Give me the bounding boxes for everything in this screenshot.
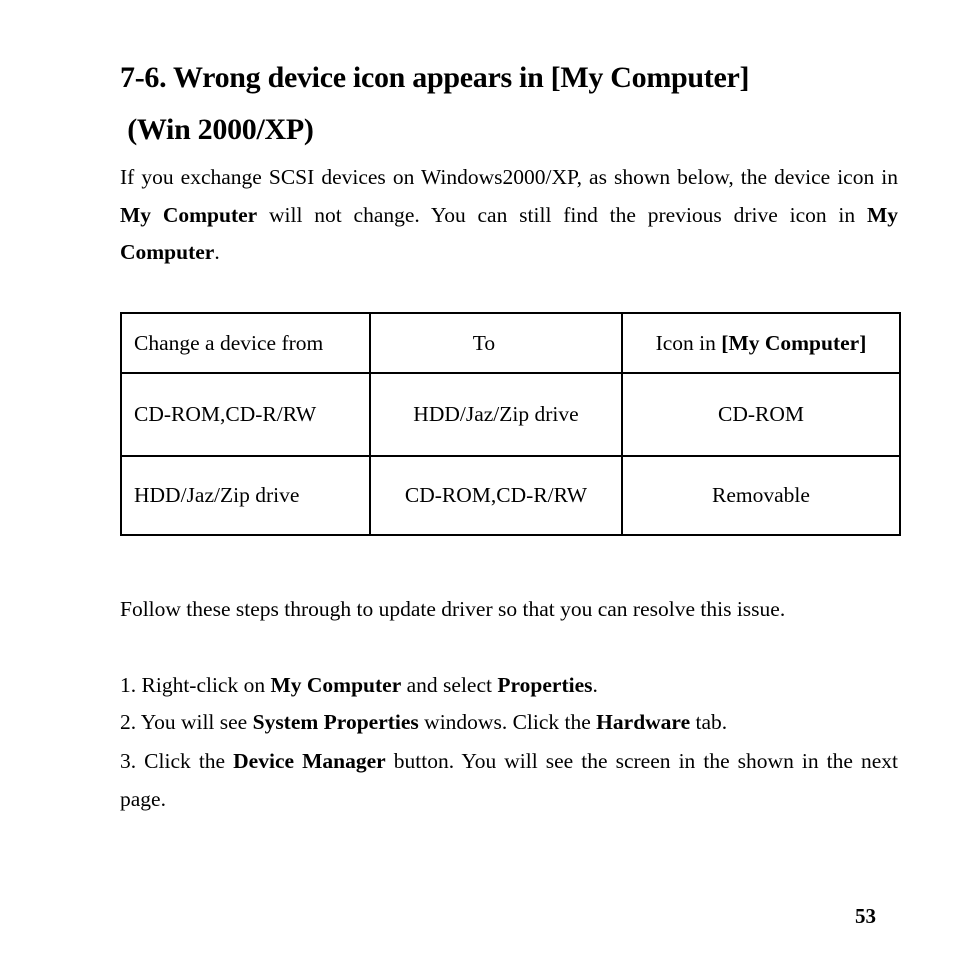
table-header-row xyxy=(121,313,900,373)
header-icon-bold: [My Computer] xyxy=(721,330,867,355)
step-3-text-1: 3. Click the xyxy=(120,749,234,773)
step-1-text-1: 1. Right-click on xyxy=(120,673,271,697)
section-heading-line1: 7-6. Wrong device icon appears in [My Computer] xyxy=(120,61,750,94)
step-2-text-3: tab. xyxy=(690,710,728,734)
step-3-bold-1: Device Manager xyxy=(233,749,386,773)
step-1-bold-2: Properties xyxy=(497,673,593,697)
step-1-bold-1: My Computer xyxy=(270,673,402,697)
cell-icon: Removable xyxy=(622,456,900,535)
intro-bold-1: My Computer xyxy=(120,202,258,227)
step-2-bold-1: System Properties xyxy=(252,710,419,734)
step-3 xyxy=(120,742,898,818)
cell-from: HDD/Jaz/Zip drive xyxy=(121,456,370,535)
header-change-from: Change a device from xyxy=(121,313,370,373)
cell-icon: CD-ROM xyxy=(622,373,900,456)
table-row xyxy=(121,456,900,535)
device-icon-table xyxy=(120,312,901,536)
cell-to: CD-ROM,CD-R/RW xyxy=(370,456,622,535)
intro-paragraph xyxy=(120,159,898,272)
step-2-text-2: windows. Click the xyxy=(418,710,597,734)
intro-bold-2: My Computer xyxy=(120,202,899,264)
page-number: 53 xyxy=(855,904,876,928)
header-icon xyxy=(622,313,900,373)
header-icon-prefix: Icon in xyxy=(655,330,722,355)
step-3-text-2: button. You will see the screen in the shown in the next page. xyxy=(120,749,898,811)
cell-to: HDD/Jaz/Zip drive xyxy=(370,373,622,456)
step-1 xyxy=(120,670,598,700)
step-2-bold-2: Hardware xyxy=(596,710,691,734)
section-heading-line2: (Win 2000/XP) xyxy=(120,113,314,146)
intro-text-3: . xyxy=(214,240,220,264)
step-2-text-1: 2. You will see xyxy=(120,710,253,734)
cell-from: CD-ROM,CD-R/RW xyxy=(121,373,370,456)
step-2 xyxy=(120,707,727,737)
follow-steps-text: Follow these steps through to update driver so that you can resolve this issue. xyxy=(120,597,786,621)
step-1-text-2: and select xyxy=(401,673,498,697)
step-1-text-3: . xyxy=(592,673,598,697)
intro-text-1: If you exchange SCSI devices on Windows2000/XP, as shown below, the device icon in xyxy=(120,165,898,189)
header-to-text: To xyxy=(472,330,496,355)
header-to xyxy=(370,313,622,373)
table-row xyxy=(121,373,900,456)
intro-text-2: will not change. You can still find the previous drive icon in xyxy=(257,202,867,227)
